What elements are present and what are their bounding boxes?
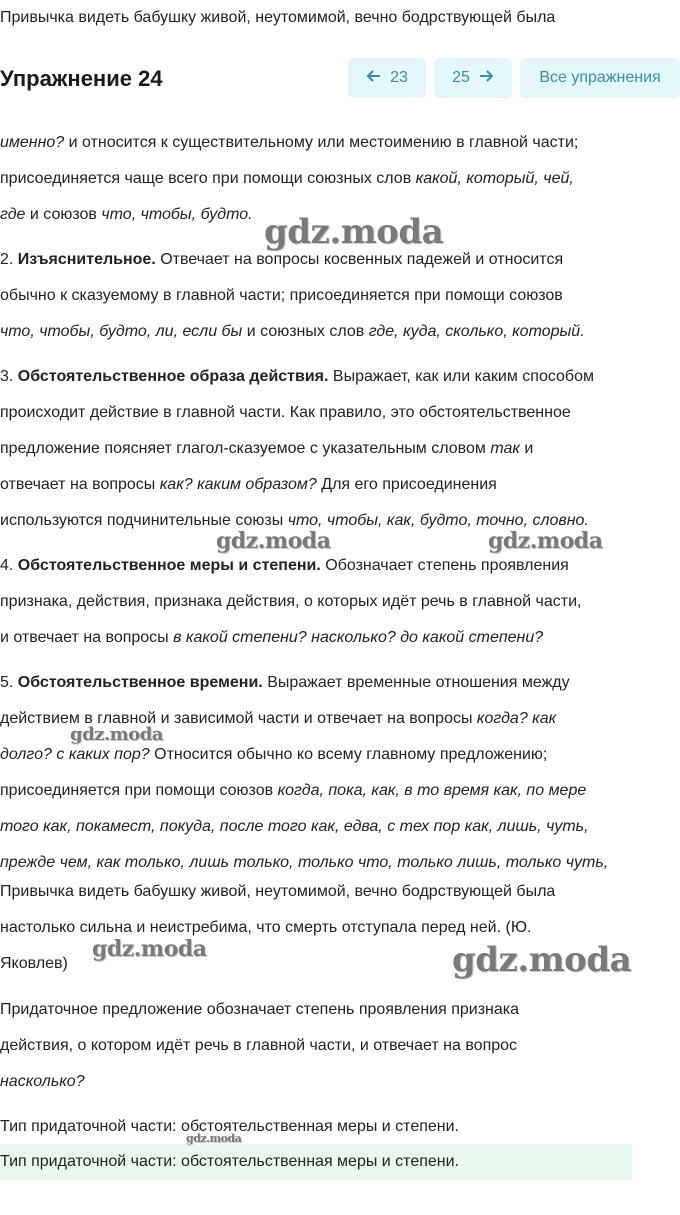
next-exercise-label: 25: [452, 69, 470, 86]
text-line: 4. Обстоятельственное меры и степени. Обозначает степень проявления: [0, 557, 569, 574]
arrow-right-icon: [478, 68, 494, 89]
highlighted-answer-text: Тип придаточной части: обстоятельственная меры и степени.: [0, 1153, 459, 1170]
text-line: действия, о котором идёт речь в главной части, и отвечает на вопрос: [0, 1037, 518, 1054]
text-line: именно? и относится к существительному или местоимению в главной части;: [0, 134, 579, 151]
page-title: Упражнение 24: [0, 66, 163, 91]
prev-exercise-button[interactable]: [348, 58, 426, 98]
watermark: gdz.moda: [92, 936, 207, 962]
text-line: насколько?: [0, 1073, 85, 1090]
text-line: и отвечает на вопросы в какой степени? насколько? до какой степени?: [0, 629, 544, 646]
text-line: предложение поясняет глагол-сказуемое с указательным словом так и: [0, 440, 534, 457]
text-line: признака, действия, признака действия, о которых идёт речь в главной части,: [0, 593, 582, 610]
watermark: gdz.moda: [70, 724, 163, 745]
exercise-header: [0, 58, 680, 100]
text-line: Привычка видеть бабушку живой, неутомимой, вечно бодрствующей была: [0, 883, 556, 900]
arrow-left-icon: [366, 68, 382, 89]
text-line: 5. Обстоятельственное времени. Выражает временные отношения между: [0, 674, 570, 691]
text-line: присоединяется при помощи союзов когда, пока, как, в то время как, по мере: [0, 782, 587, 799]
text-line: того как, покамест, покуда, после того как, едва, с тех пор как, лишь, чуть,: [0, 818, 589, 835]
text-line: действием в главной и зависимой части и отвечает на вопросы когда? как: [0, 710, 557, 727]
watermark: gdz.moda: [488, 528, 603, 554]
text-line: обычно к сказуемому в главной части; присоединяется при помощи союзов: [0, 287, 563, 304]
text-line: Придаточное предложение обозначает степень проявления признака: [0, 1001, 520, 1018]
text-line: Тип придаточной части: обстоятельственная меры и степени.: [0, 1118, 459, 1135]
watermark: gdz.moda: [452, 940, 632, 980]
text-line: прежде чем, как только, лишь только, только что, только лишь, только чуть,: [0, 854, 609, 871]
text-line: где и союзов что, чтобы, будто.: [0, 206, 253, 223]
text-line: 2. Изъяснительное. Отвечает на вопросы косвенных падежей и относится: [0, 251, 564, 268]
watermark: gdz.moda: [264, 212, 444, 252]
all-exercises-button[interactable]: Все упражнения: [520, 58, 680, 98]
text-line: долго? с каких пор? Относится обычно ко всему главному предложению;: [0, 746, 548, 763]
prev-exercise-label: 23: [390, 69, 408, 86]
watermark: gdz.moda: [216, 528, 331, 554]
text-line: настолько сильна и неистребима, что смерть отступала перед ней. (Ю.: [0, 919, 532, 936]
text-line: присоединяется чаще всего при помощи союзных слов какой, который, чей,: [0, 170, 574, 187]
top-preview-text: Привычка видеть бабушку живой, неутомимой, вечно бодрствующей была: [0, 9, 556, 26]
watermark: gdz.moda: [186, 1132, 242, 1145]
text-line: что, чтобы, будто, ли, если бы и союзных слов где, куда, сколько, который.: [0, 323, 585, 340]
text-line: отвечает на вопросы как? каким образом? Для его присоединения: [0, 476, 497, 493]
text-line: используются подчинительные союзы что, чтобы, как, будто, точно, словно.: [0, 512, 589, 529]
text-line: происходит действие в главной части. Как правило, это обстоятельственное: [0, 404, 571, 421]
next-exercise-button[interactable]: [434, 58, 512, 98]
text-line: 3. Обстоятельственное образа действия. Выражает, как или каким способом: [0, 368, 594, 385]
text-line: Яковлев): [0, 955, 68, 972]
